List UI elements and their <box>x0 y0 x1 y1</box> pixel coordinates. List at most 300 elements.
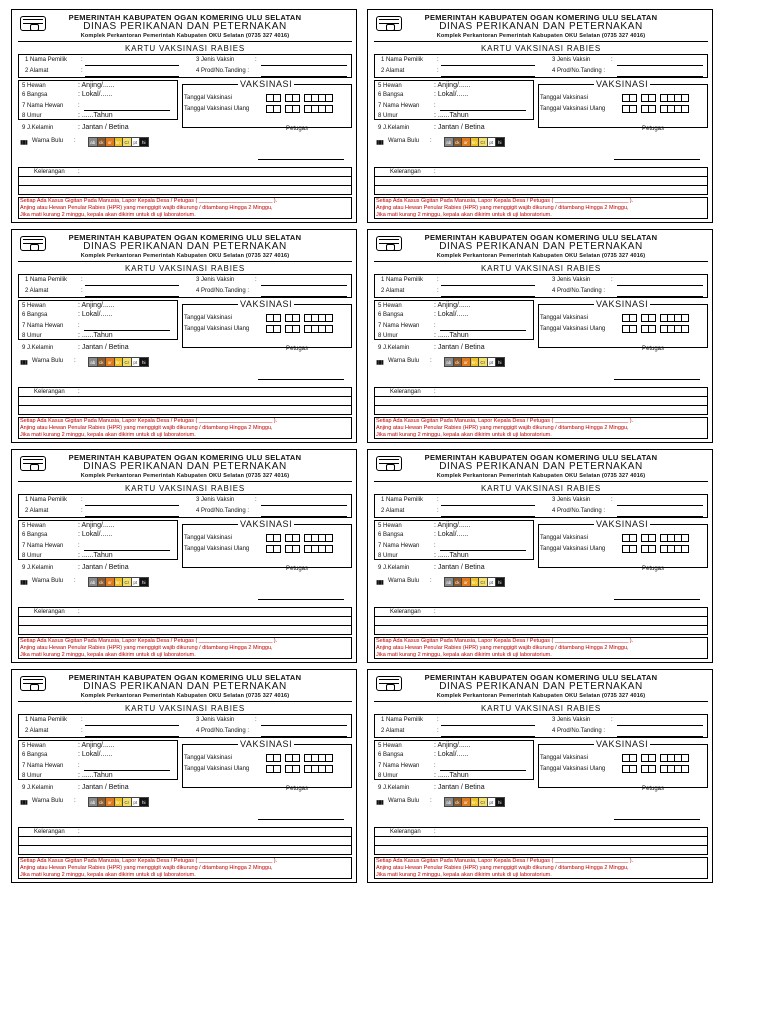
date-cell-group <box>285 545 300 553</box>
fur-color-swatch[interactable]: kn <box>470 357 480 367</box>
date-digit-cell[interactable] <box>681 105 689 113</box>
address-field[interactable] <box>441 296 535 297</box>
date-cell-group <box>285 534 300 542</box>
vaccine-type-colon: : <box>611 717 613 723</box>
animal-name-label: 7 Nama Hewan <box>22 103 64 109</box>
animal-name-colon: : <box>434 543 436 549</box>
date-cell-group <box>266 105 281 113</box>
animal-name-colon: : <box>434 323 436 329</box>
date-digit-cell[interactable] <box>648 754 656 762</box>
date-cell-group <box>266 765 281 773</box>
fur-color-swatch[interactable]: kn <box>470 137 480 147</box>
notes-line-2[interactable] <box>374 845 708 846</box>
revaccination-date-boxes[interactable] <box>622 325 693 333</box>
date-digit-cell[interactable] <box>629 754 637 762</box>
government-title: PEMERINTAH KABUPATEN OGAN KOMERING ULU SELATAN <box>424 13 658 22</box>
fur-color-label: Warna Bulu <box>388 138 420 144</box>
warning-line-2: Anjing atau Hewan Penular Rabies (HPR) yang menggigit wajib dikurung / ditambang Hingga 2 Minggu, <box>20 425 273 431</box>
fur-color-swatch[interactable]: or <box>461 577 471 587</box>
owner-name-colon: : <box>81 57 83 63</box>
owner-name-label: 1 Nama Pemilik <box>25 277 68 283</box>
fur-color-swatch[interactable]: ab <box>88 797 98 807</box>
barcode-icon: ▮▮▮ <box>376 800 383 806</box>
date-cell-group <box>660 314 689 322</box>
date-cell-group <box>641 754 656 762</box>
revaccination-date-label: Tanggal Vaksinasi Ulang <box>184 766 250 772</box>
address-field[interactable] <box>85 736 179 737</box>
vaccine-type-field[interactable] <box>261 505 347 506</box>
date-digit-cell[interactable] <box>629 325 637 333</box>
date-cell-group <box>285 314 300 322</box>
date-digit-cell[interactable] <box>273 94 281 102</box>
fur-color-swatch[interactable]: pt <box>131 797 141 807</box>
date-digit-cell[interactable] <box>292 105 300 113</box>
animal-value: : Anjing/...... <box>78 742 115 749</box>
fur-color-swatch[interactable]: kn <box>114 137 124 147</box>
vaccine-type-label: 3 Jenis Vaksin <box>552 277 591 283</box>
revaccination-date-boxes[interactable] <box>266 325 337 333</box>
officer-signature-line[interactable] <box>614 379 700 380</box>
header-divider <box>374 701 708 702</box>
fur-color-swatch[interactable]: or <box>105 797 115 807</box>
owner-info-box <box>374 714 708 738</box>
date-digit-cell[interactable] <box>681 94 689 102</box>
officer-signature-line[interactable] <box>258 159 344 160</box>
fur-color-swatch[interactable]: ck <box>97 357 107 367</box>
fur-color-swatch[interactable]: kn <box>114 797 124 807</box>
fur-color-swatch[interactable]: hi <box>139 577 149 587</box>
fur-color-swatch[interactable]: ck <box>453 577 463 587</box>
warning-line-1: Setiap Ada Kasus Gigitan Pada Manusia, Lapor Kepala Desa / Petugas ( ________________________ ). <box>376 858 634 864</box>
fur-color-swatch[interactable]: pt <box>487 137 497 147</box>
revaccination-date-boxes[interactable] <box>266 765 337 773</box>
owner-name-field[interactable] <box>441 505 535 506</box>
vaccine-type-field[interactable] <box>261 725 347 726</box>
fur-color-swatch[interactable]: Cr <box>478 577 488 587</box>
fur-color-swatch[interactable]: kn <box>114 357 124 367</box>
government-title: PEMERINTAH KABUPATEN OGAN KOMERING ULU SELATAN <box>424 233 658 242</box>
notes-line-2[interactable] <box>374 625 708 626</box>
notes-line-2[interactable] <box>374 405 708 406</box>
producer-field[interactable] <box>261 296 347 297</box>
breed-value: : Lokal/...... <box>434 751 469 758</box>
fur-color-colon: : <box>430 138 432 144</box>
notes-box <box>374 827 708 855</box>
officer-signature-line[interactable] <box>258 599 344 600</box>
date-digit-cell[interactable] <box>325 314 333 322</box>
address-label: 2 Alamat <box>25 508 49 514</box>
fur-color-colon: : <box>430 578 432 584</box>
animal-name-field[interactable] <box>440 110 526 111</box>
notes-line-1[interactable] <box>374 616 708 617</box>
vaccination-date-boxes[interactable] <box>266 754 337 762</box>
revaccination-date-boxes[interactable] <box>622 545 693 553</box>
age-label: 8 Umur <box>378 113 398 119</box>
animal-name-label: 7 Nama Hewan <box>22 763 64 769</box>
producer-field[interactable] <box>261 76 347 77</box>
owner-name-colon: : <box>81 277 83 283</box>
fur-color-swatch[interactable]: ck <box>97 797 107 807</box>
producer-field[interactable] <box>617 296 703 297</box>
fur-color-swatch[interactable]: hi <box>139 357 149 367</box>
producer-field[interactable] <box>617 516 703 517</box>
date-digit-cell[interactable] <box>681 534 689 542</box>
vaccine-type-field[interactable] <box>617 65 703 66</box>
fur-color-swatch[interactable]: pt <box>487 797 497 807</box>
fur-color-swatch[interactable]: ab <box>444 797 454 807</box>
card-title: KARTU VAKSINASI RABIES <box>480 704 601 713</box>
warning-line-2: Anjing atau Hewan Penular Rabies (HPR) yang menggigit wajib dikurung / ditambang Hingga 2 Minggu, <box>20 645 273 651</box>
producer-field[interactable] <box>261 516 347 517</box>
vaccination-card <box>11 229 357 443</box>
date-cell-group <box>285 765 300 773</box>
date-digit-cell[interactable] <box>648 94 656 102</box>
fur-color-swatch[interactable]: ck <box>97 577 107 587</box>
notes-line-2[interactable] <box>374 185 708 186</box>
notes-colon: : <box>78 389 80 395</box>
owner-name-field[interactable] <box>441 65 535 66</box>
animal-name-field[interactable] <box>440 770 526 771</box>
notes-line-1[interactable] <box>18 616 352 617</box>
date-digit-cell[interactable] <box>273 105 281 113</box>
notes-box <box>18 167 352 195</box>
notes-line-1[interactable] <box>374 396 708 397</box>
date-cell-group <box>304 325 333 333</box>
fur-color-swatch[interactable]: ck <box>453 137 463 147</box>
fur-color-label: Warna Bulu <box>32 358 64 364</box>
animal-name-field[interactable] <box>84 550 170 551</box>
vaccination-date-boxes[interactable] <box>266 94 337 102</box>
date-digit-cell[interactable] <box>292 534 300 542</box>
animal-label: 5 Hewan <box>22 743 46 749</box>
date-digit-cell[interactable] <box>629 765 637 773</box>
revaccination-date-boxes[interactable] <box>266 105 337 113</box>
vaccination-title: VAKSINASI <box>596 519 649 529</box>
owner-info-box <box>18 54 352 78</box>
vaccination-date-boxes[interactable] <box>622 314 693 322</box>
date-digit-cell[interactable] <box>681 325 689 333</box>
fur-color-swatch[interactable]: pt <box>487 357 497 367</box>
warning-line-3: Jika mati kurang 2 minggu, kepala akan dikirim untuk di uji laboratorium. <box>376 432 552 438</box>
notes-colon: : <box>434 829 436 835</box>
fur-color-swatch[interactable]: or <box>461 357 471 367</box>
fur-color-swatches <box>445 577 505 587</box>
date-digit-cell[interactable] <box>292 545 300 553</box>
sex-label: 9 J.Kelamin <box>378 565 410 571</box>
notes-line-2[interactable] <box>18 625 352 626</box>
fur-color-swatch[interactable]: hi <box>495 137 505 147</box>
fur-color-swatch[interactable]: pt <box>131 137 141 147</box>
fur-color-swatch[interactable]: pt <box>131 577 141 587</box>
vaccination-date-label: Tanggal Vaksinasi <box>184 755 232 761</box>
notes-colon: : <box>78 169 80 175</box>
fur-color-swatch[interactable]: kn <box>114 577 124 587</box>
owner-name-colon: : <box>437 497 439 503</box>
date-digit-cell[interactable] <box>648 314 656 322</box>
department-title: DINAS PERIKANAN DAN PETERNAKAN <box>439 241 643 252</box>
warning-line-3: Jika mati kurang 2 minggu, kepala akan dikirim untuk di uji laboratorium. <box>20 432 196 438</box>
vaccine-type-colon: : <box>255 497 257 503</box>
date-cell-group <box>660 765 689 773</box>
barcode-icon: ▮▮▮ <box>20 360 27 366</box>
warning-line-3: Jika mati kurang 2 minggu, kepala akan dikirim untuk di uji laboratorium. <box>376 652 552 658</box>
address-field[interactable] <box>85 76 179 77</box>
officer-signature-line[interactable] <box>258 819 344 820</box>
producer-field[interactable] <box>261 736 347 737</box>
breed-label: 6 Bangsa <box>22 92 48 98</box>
owner-name-field[interactable] <box>85 285 179 286</box>
vaccination-card <box>367 449 713 663</box>
date-digit-cell[interactable] <box>681 314 689 322</box>
fur-color-swatch[interactable]: ab <box>88 357 98 367</box>
sex-value: : Jantan / Betina <box>78 124 129 131</box>
notes-line-1[interactable] <box>374 836 708 837</box>
date-digit-cell[interactable] <box>292 94 300 102</box>
fur-color-swatch[interactable]: Cr <box>122 577 132 587</box>
fur-color-colon: : <box>74 798 76 804</box>
date-cell-group <box>622 325 637 333</box>
fur-color-swatch[interactable]: ab <box>88 577 98 587</box>
address-field[interactable] <box>85 516 179 517</box>
fur-color-swatch[interactable]: ck <box>453 357 463 367</box>
officer-signature-line[interactable] <box>614 819 700 820</box>
fur-color-swatch[interactable]: hi <box>495 797 505 807</box>
age-value: : ......Tahun <box>78 332 113 339</box>
address-field[interactable] <box>441 76 535 77</box>
address-field[interactable] <box>441 516 535 517</box>
fur-color-swatch[interactable]: ck <box>453 797 463 807</box>
date-digit-cell[interactable] <box>648 534 656 542</box>
owner-name-colon: : <box>81 717 83 723</box>
vaccination-title: VAKSINASI <box>240 739 293 749</box>
vaccination-date-boxes[interactable] <box>622 754 693 762</box>
date-digit-cell[interactable] <box>629 545 637 553</box>
fur-color-swatch[interactable]: kn <box>470 797 480 807</box>
animal-name-label: 7 Nama Hewan <box>378 103 420 109</box>
address-field[interactable] <box>85 296 179 297</box>
owner-name-field[interactable] <box>441 725 535 726</box>
card-title: KARTU VAKSINASI RABIES <box>124 264 245 273</box>
animal-name-field[interactable] <box>440 550 526 551</box>
barcode-icon: ▮▮▮ <box>376 360 383 366</box>
date-digit-cell[interactable] <box>292 325 300 333</box>
owner-name-field[interactable] <box>85 505 179 506</box>
animal-name-field[interactable] <box>84 770 170 771</box>
date-digit-cell[interactable] <box>629 314 637 322</box>
address-field[interactable] <box>441 736 535 737</box>
notes-line-2[interactable] <box>18 845 352 846</box>
date-digit-cell[interactable] <box>681 545 689 553</box>
fur-color-swatch[interactable]: ab <box>444 357 454 367</box>
fur-color-swatch[interactable]: or <box>105 577 115 587</box>
fur-color-swatch[interactable]: or <box>105 357 115 367</box>
date-digit-cell[interactable] <box>681 765 689 773</box>
date-digit-cell[interactable] <box>292 765 300 773</box>
warning-line-2: Anjing atau Hewan Penular Rabies (HPR) yang menggigit wajib dikurung / ditambang Hingga 2 Minggu, <box>376 645 629 651</box>
fur-color-swatch[interactable]: Cr <box>122 137 132 147</box>
notes-label: Kelerangan <box>34 169 65 175</box>
revaccination-date-boxes[interactable] <box>622 105 693 113</box>
fur-color-swatch[interactable]: kn <box>470 577 480 587</box>
fur-color-colon: : <box>74 138 76 144</box>
fur-color-swatch[interactable]: hi <box>139 137 149 147</box>
date-digit-cell[interactable] <box>273 325 281 333</box>
date-digit-cell[interactable] <box>273 534 281 542</box>
header-divider <box>18 41 352 42</box>
address-colon: : <box>81 508 83 514</box>
sex-value: : Jantan / Betina <box>78 784 129 791</box>
vaccine-type-field[interactable] <box>617 505 703 506</box>
date-digit-cell[interactable] <box>325 545 333 553</box>
vaccination-date-boxes[interactable] <box>622 534 693 542</box>
fur-color-swatch[interactable]: Cr <box>122 357 132 367</box>
date-digit-cell[interactable] <box>629 105 637 113</box>
vaccination-date-boxes[interactable] <box>622 94 693 102</box>
date-digit-cell[interactable] <box>325 754 333 762</box>
breed-label: 6 Bangsa <box>378 532 404 538</box>
vaccine-type-label: 3 Jenis Vaksin <box>196 497 235 503</box>
fur-color-swatch[interactable]: ab <box>444 577 454 587</box>
fur-color-swatch[interactable]: Cr <box>478 797 488 807</box>
notes-line-1[interactable] <box>18 836 352 837</box>
officer-signature-line[interactable] <box>614 599 700 600</box>
age-label: 8 Umur <box>378 333 398 339</box>
notes-colon: : <box>78 609 80 615</box>
owner-name-field[interactable] <box>85 65 179 66</box>
fur-color-label: Warna Bulu <box>32 138 64 144</box>
header-divider <box>374 261 708 262</box>
fur-color-swatch[interactable]: or <box>461 797 471 807</box>
date-digit-cell[interactable] <box>273 754 281 762</box>
date-digit-cell[interactable] <box>648 325 656 333</box>
fur-color-colon: : <box>74 358 76 364</box>
animal-value: : Anjing/...... <box>434 82 471 89</box>
fur-color-swatch[interactable]: or <box>105 137 115 147</box>
notes-line-1[interactable] <box>374 176 708 177</box>
vaccination-date-boxes[interactable] <box>266 314 337 322</box>
vaccine-type-field[interactable] <box>617 285 703 286</box>
date-digit-cell[interactable] <box>325 325 333 333</box>
date-cell-group <box>622 754 637 762</box>
breed-value: : Lokal/...... <box>78 91 113 98</box>
producer-field[interactable] <box>617 76 703 77</box>
date-digit-cell[interactable] <box>292 754 300 762</box>
officer-signature-line[interactable] <box>258 379 344 380</box>
warning-line-2: Anjing atau Hewan Penular Rabies (HPR) yang menggigit wajib dikurung / ditambang Hingga 2 Minggu, <box>20 865 273 871</box>
revaccination-date-boxes[interactable] <box>622 765 693 773</box>
vaccination-title: VAKSINASI <box>596 299 649 309</box>
notes-line-1[interactable] <box>18 396 352 397</box>
age-value: : ......Tahun <box>78 772 113 779</box>
owner-name-field[interactable] <box>441 285 535 286</box>
date-digit-cell[interactable] <box>273 314 281 322</box>
notes-label: Kelerangan <box>390 169 421 175</box>
fur-color-swatch[interactable]: Cr <box>478 137 488 147</box>
vaccine-type-field[interactable] <box>261 65 347 66</box>
fur-color-swatch[interactable]: Cr <box>122 797 132 807</box>
address-colon: : <box>437 508 439 514</box>
date-digit-cell[interactable] <box>681 754 689 762</box>
government-title: PEMERINTAH KABUPATEN OGAN KOMERING ULU SELATAN <box>424 453 658 462</box>
address-colon: : <box>437 728 439 734</box>
date-digit-cell[interactable] <box>292 314 300 322</box>
vaccine-type-colon: : <box>611 497 613 503</box>
animal-name-colon: : <box>434 103 436 109</box>
date-digit-cell[interactable] <box>648 105 656 113</box>
owner-info-box <box>18 494 352 518</box>
fur-color-swatch[interactable]: ab <box>444 137 454 147</box>
fur-color-swatch[interactable]: hi <box>495 577 505 587</box>
date-digit-cell[interactable] <box>273 545 281 553</box>
animal-label: 5 Hewan <box>378 303 402 309</box>
officer-signature-line[interactable] <box>614 159 700 160</box>
animal-name-field[interactable] <box>440 330 526 331</box>
date-digit-cell[interactable] <box>273 765 281 773</box>
date-digit-cell[interactable] <box>629 534 637 542</box>
vaccine-type-colon: : <box>255 57 257 63</box>
warning-line-2: Anjing atau Hewan Penular Rabies (HPR) yang menggigit wajib dikurung / ditambang Hingga 2 Minggu, <box>20 205 273 211</box>
date-digit-cell[interactable] <box>325 534 333 542</box>
fur-color-swatch[interactable]: pt <box>487 577 497 587</box>
fur-color-swatch[interactable]: or <box>461 137 471 147</box>
producer-field[interactable] <box>617 736 703 737</box>
animal-name-field[interactable] <box>84 330 170 331</box>
owner-name-label: 1 Nama Pemilik <box>381 497 424 503</box>
revaccination-date-boxes[interactable] <box>266 545 337 553</box>
fur-color-swatch[interactable]: hi <box>495 357 505 367</box>
fur-color-swatch[interactable]: hi <box>139 797 149 807</box>
owner-name-field[interactable] <box>85 725 179 726</box>
date-cell-group <box>641 105 656 113</box>
warning-line-3: Jika mati kurang 2 minggu, kepala akan dikirim untuk di uji laboratorium. <box>376 872 552 878</box>
vaccination-title: VAKSINASI <box>240 299 293 309</box>
date-digit-cell[interactable] <box>648 765 656 773</box>
sex-label: 9 J.Kelamin <box>22 565 54 571</box>
notes-label: Kelerangan <box>390 609 421 615</box>
date-digit-cell[interactable] <box>325 105 333 113</box>
notes-line-1[interactable] <box>18 176 352 177</box>
fur-color-swatch[interactable]: ck <box>97 137 107 147</box>
date-digit-cell[interactable] <box>325 94 333 102</box>
vaccination-date-boxes[interactable] <box>266 534 337 542</box>
age-label: 8 Umur <box>378 773 398 779</box>
owner-name-colon: : <box>437 717 439 723</box>
notes-line-2[interactable] <box>18 185 352 186</box>
fur-color-swatch[interactable]: pt <box>131 357 141 367</box>
address-label: 2 Alamat <box>381 728 405 734</box>
animal-name-colon: : <box>434 763 436 769</box>
date-cell-group <box>304 765 333 773</box>
fur-color-swatch[interactable]: Cr <box>478 357 488 367</box>
notes-label: Kelerangan <box>390 829 421 835</box>
notes-line-2[interactable] <box>18 405 352 406</box>
date-cell-group <box>660 105 689 113</box>
animal-name-colon: : <box>78 543 80 549</box>
fur-color-label: Warna Bulu <box>32 578 64 584</box>
fur-color-swatch[interactable]: ab <box>88 137 98 147</box>
vaccination-date-label: Tanggal Vaksinasi <box>184 315 232 321</box>
vaccine-type-label: 3 Jenis Vaksin <box>552 717 591 723</box>
office-address: Komplek Perkantoran Pemerintah Kabupaten OKU Selatan (0735 327 4016) <box>80 473 290 479</box>
date-digit-cell[interactable] <box>629 94 637 102</box>
date-cell-group <box>641 765 656 773</box>
date-digit-cell[interactable] <box>648 545 656 553</box>
vaccine-type-field[interactable] <box>261 285 347 286</box>
vaccine-type-field[interactable] <box>617 725 703 726</box>
animal-name-field[interactable] <box>84 110 170 111</box>
vaccine-type-label: 3 Jenis Vaksin <box>196 717 235 723</box>
date-digit-cell[interactable] <box>325 765 333 773</box>
